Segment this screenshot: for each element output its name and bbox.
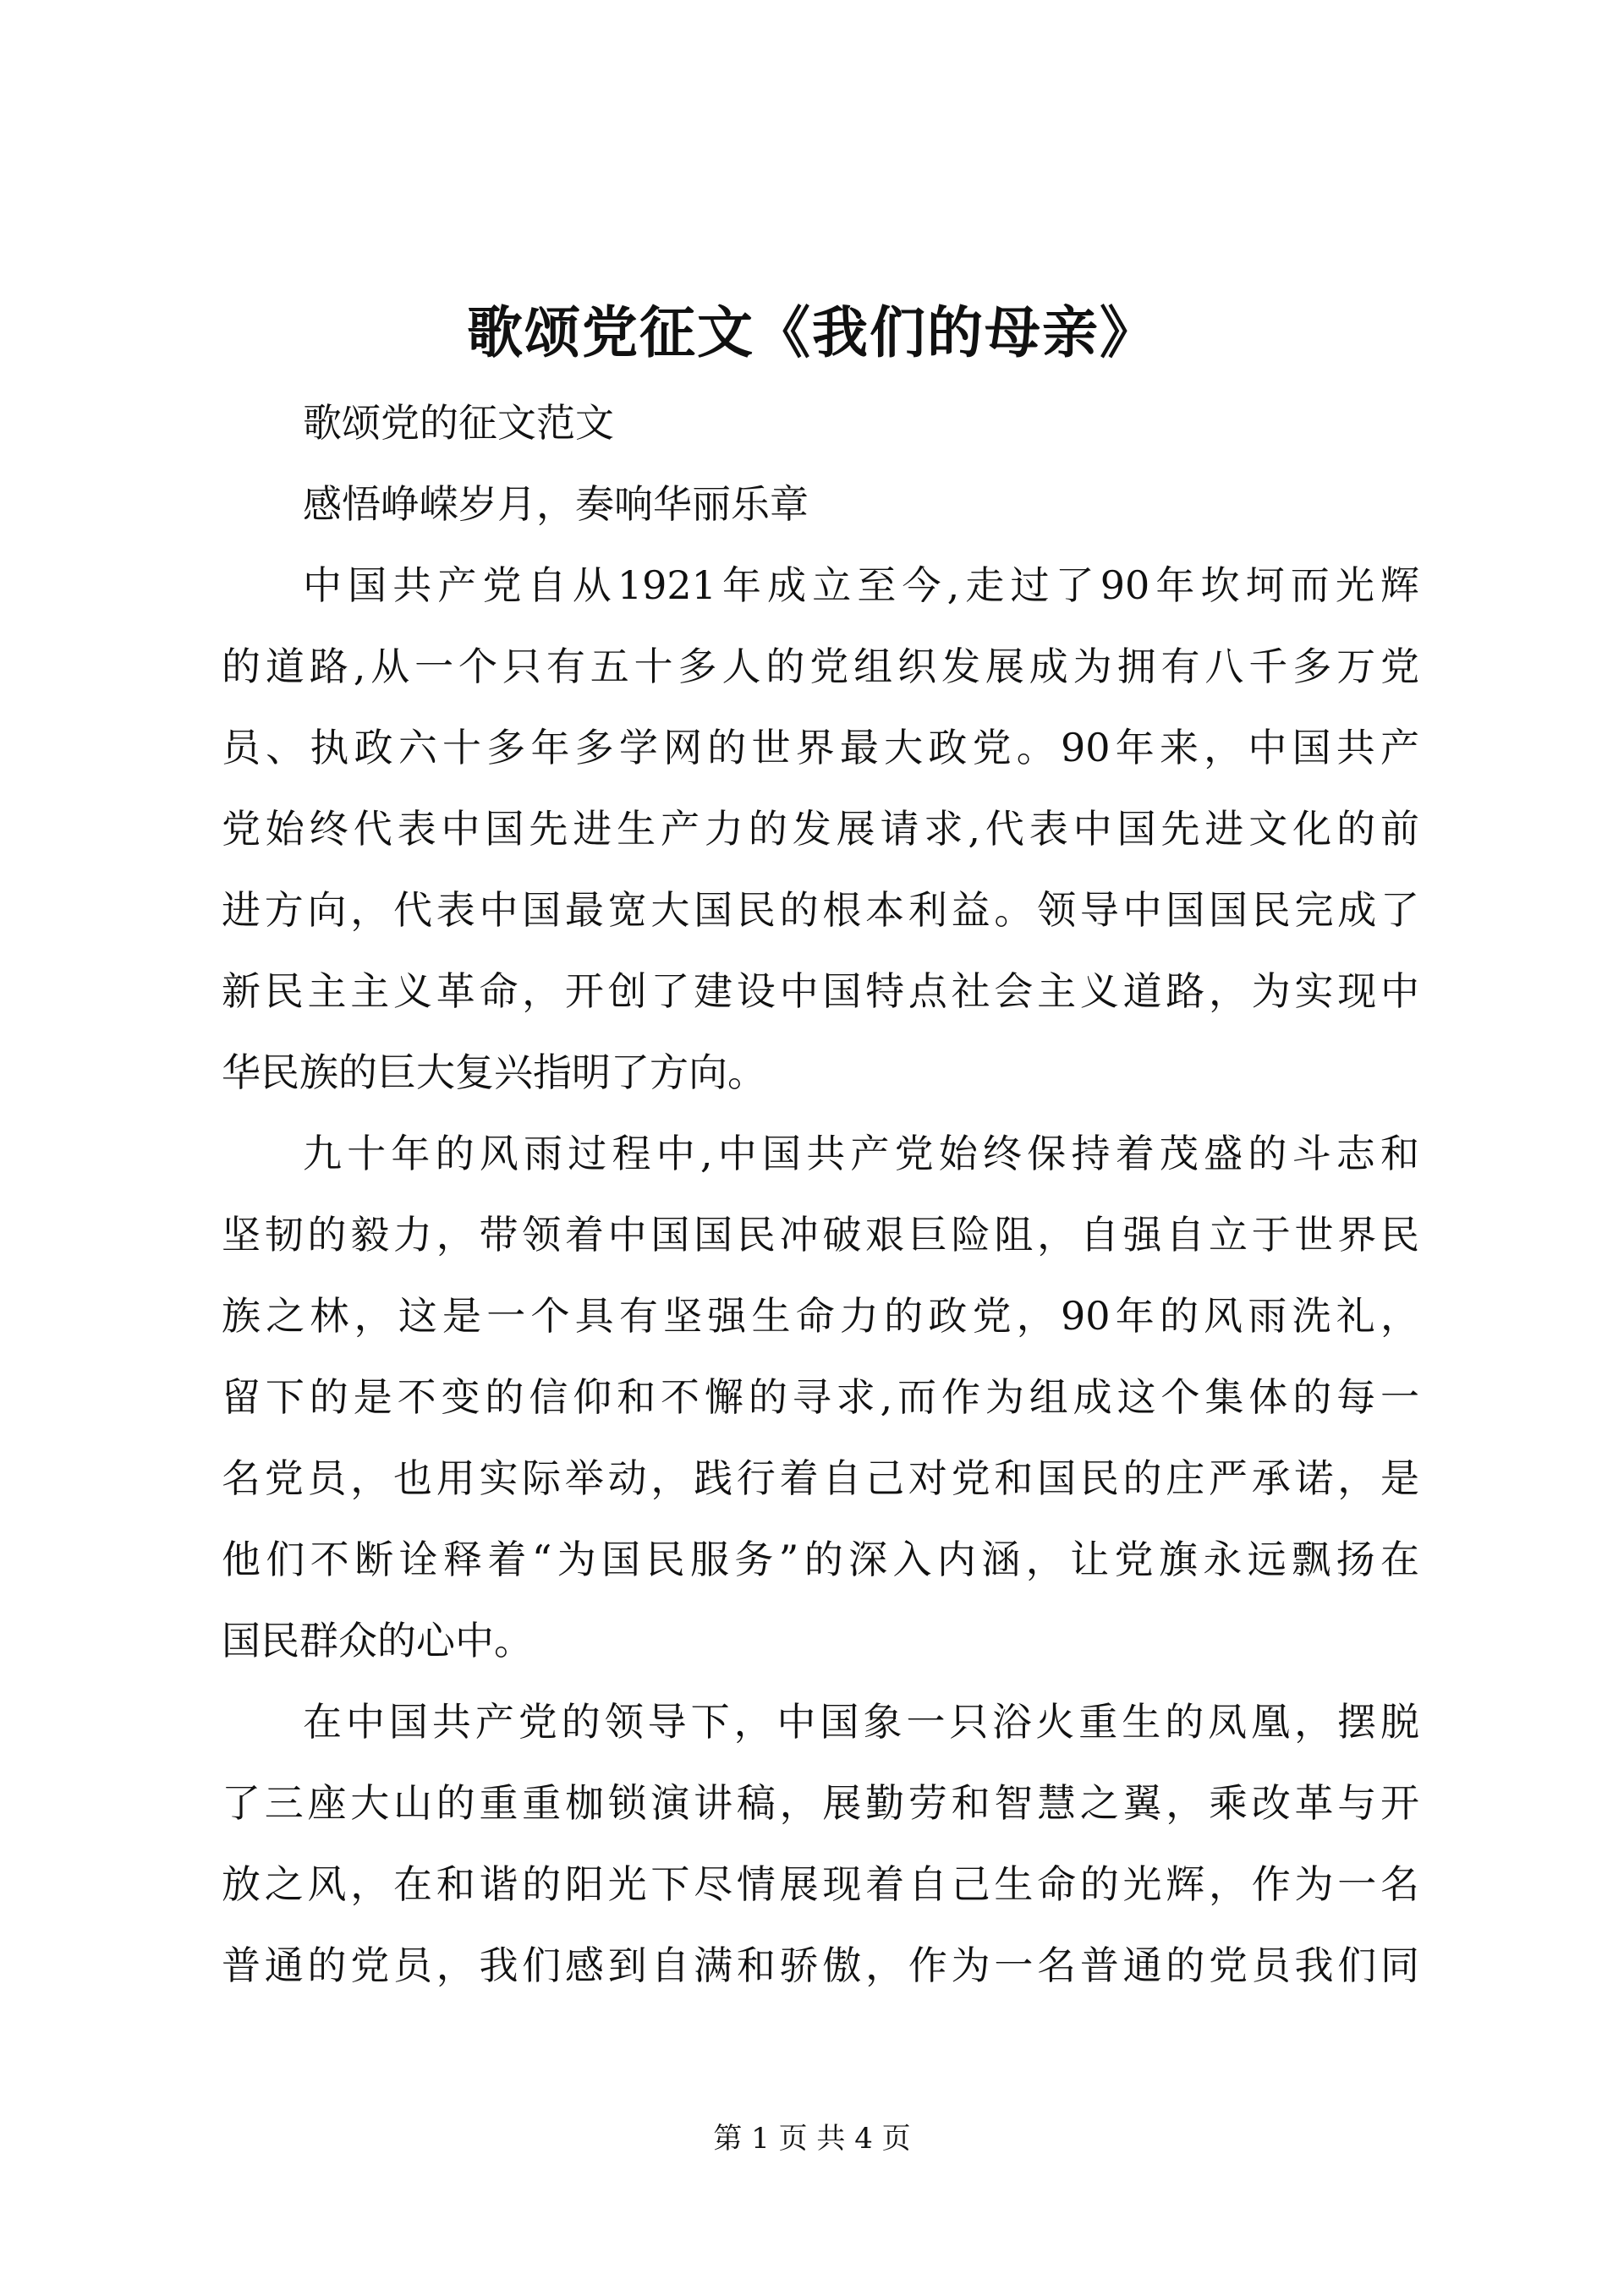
text-line: 九十年的风雨过程中,中国共产党始终保持着茂盛的斗志和: [303, 1131, 1419, 1176]
document-body: [222, 382, 1419, 2006]
document-title: 歌颂党征文《我们的母亲》: [467, 299, 1157, 365]
text-line: 坚韧的毅力，带领着中国国民冲破艰巨险阻，自强自立于世界民: [222, 1212, 1419, 1258]
text-line: 党始终代表中国先进生产力的发展请求,代表中国先进文化的前: [222, 806, 1419, 852]
text-line: 他们不断诠释着“为国民服务”的深入内涵，让党旗永远飘扬在: [222, 1537, 1419, 1582]
text-line: 进方向，代表中国最宽大国民的根本利益。领导中国国民完成了: [222, 887, 1419, 933]
text-line: 名党员，也用实际举动，践行着自己对党和国民的庄严承诺，是: [222, 1455, 1419, 1501]
text-line: 国民群众的心中。: [222, 1618, 533, 1663]
text-line: 族之林，这是一个具有坚强生命力的政党，90年的风雨洗礼，: [222, 1293, 1419, 1339]
page-footer: 第 1 页 共 4 页: [713, 2122, 911, 2156]
text-line: 放之风，在和谐的阳光下尽情展现着自己生命的光辉，作为一名: [222, 1861, 1419, 1907]
text-line: 感悟峥嵘岁月，奏响华丽乐章: [303, 481, 809, 527]
text-line: 了三座大山的重重枷锁演讲稿，展勤劳和智慧之翼，乘改革与开: [222, 1780, 1419, 1826]
text-line: 普通的党员，我们感到自满和骄傲，作为一名普通的党员我们同: [222, 1943, 1419, 1988]
text-line: 歌颂党的征文范文: [303, 400, 614, 446]
text-line: 在中国共产党的领导下，中国象一只浴火重生的凤凰，摆脱: [303, 1699, 1419, 1745]
text-line: 中国共产党自从1921年成立至今,走过了90年坎坷而光辉: [303, 562, 1419, 608]
text-line: 留下的是不变的信仰和不懈的寻求,而作为组成这个集体的每一: [222, 1374, 1419, 1420]
text-line: 华民族的巨大复兴指明了方向。: [222, 1049, 766, 1095]
text-line: 新民主主义革命，开创了建设中国特点社会主义道路，为实现中: [222, 968, 1419, 1014]
text-line: 员、执政六十多年多学网的世界最大政党。90年来，中国共产: [222, 725, 1419, 770]
text-line: 的道路,从一个只有五十多人的党组织发展成为拥有八千多万党: [222, 644, 1419, 689]
